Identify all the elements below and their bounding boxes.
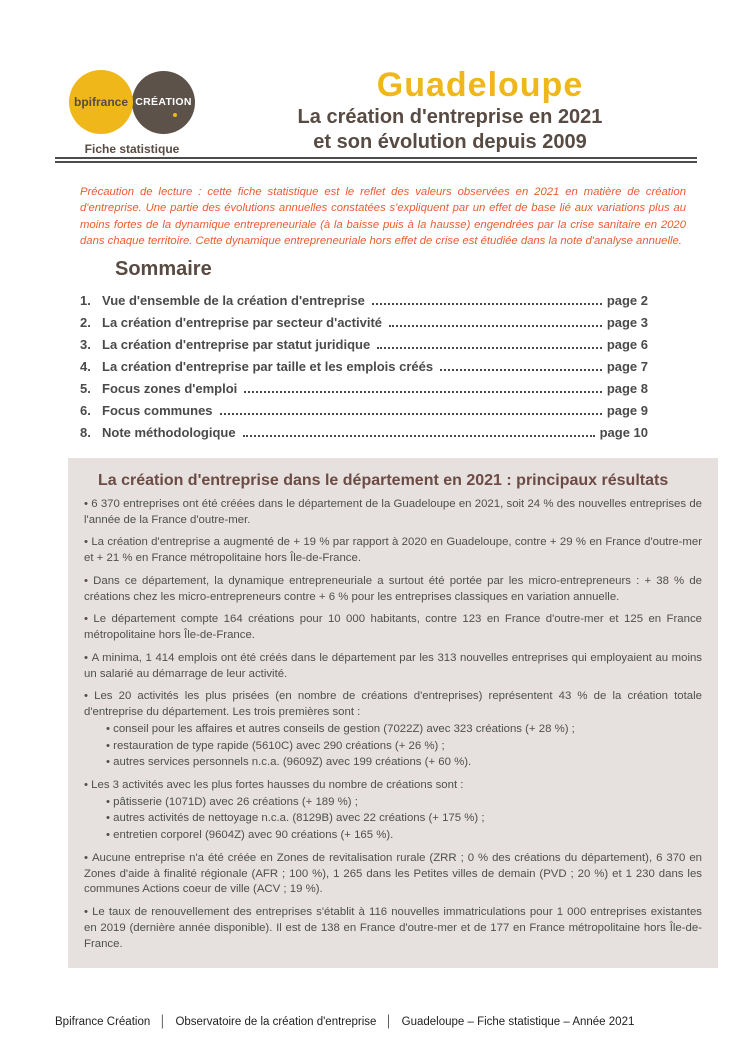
results-heading: La création d'entreprise dans le département en 2021 : principaux résultats [98,472,669,489]
toc-item [80,381,648,396]
footer-segment: Guadeloupe – Fiche statistique – Année 2021 [401,1016,635,1028]
toc-item-label: Note méthodologique [102,425,236,440]
toc-item-label: Focus communes [102,403,213,418]
toc-item [80,425,648,440]
results-bullet: • La création d'entreprise a augmenté de + 19 % par rapport à 2020 en Guadeloupe, contre + 29 % en France d'outre-mer et + 21 % en France métropolitaine hors Île-de-France. [84,535,702,566]
toc-item-page: page 2 [606,293,648,308]
toc-list [80,293,648,440]
doc-title-line1: La création d'entreprise en 2021 [297,106,603,128]
toc-item-page: page 8 [606,381,648,396]
results-box [68,458,718,968]
results-sub-bullet: • pâtisserie (1071D) avec 26 créations (+ 189 %) ; [106,795,702,811]
footer-segment: Observatoire de la création d'entreprise [175,1016,377,1028]
toc-item [80,315,648,330]
toc-item-page: page 7 [606,359,648,374]
toc-item-number: 2. [80,315,91,330]
creation-logo [132,71,195,134]
footer-separator: │ [159,1016,167,1028]
toc-item [80,293,648,308]
creation-logo-dot-icon [173,113,177,117]
toc-item-number: 8. [80,425,91,440]
toc-item-label: La création d'entreprise par statut juridique [102,337,371,352]
toc-leader-dots [377,347,602,349]
toc-item-number: 4. [80,359,91,374]
results-bullet: • Aucune entreprise n'a été créée en Zones de revitalisation rurale (ZRR ; 0 % des créations du département), 6 370 en Zones d'aide à finalité régionale (AFR ; 100 %), 1 265 dans les Petites villes de demain (PVD ; 20 %) et 1 230 dans les communes Actions coeur de ville (ACV ; 19 %). [84,851,702,898]
reading-notice: Précaution de lecture : cette fiche statistique est le reflet des valeurs observées en 2021 en matière de création d'entreprise. Une partie des évolutions annuelles constatées s'expliquent par un effet de base lié aux variations plus au moins fortes de la dynamique entrepreneuriale (à la baisse puis à la hausse) engendrées par la crise sanitaire en 2020 dans chaque territoire. Cette dynamique entrepreneuriale hors effet de crise est étudiée dans la note d'analyse annuelle. [80,186,686,248]
results-sub-bullets [106,722,702,771]
toc-item-number: 5. [80,381,91,396]
doc-title-line2: et son évolution depuis 2009 [313,131,587,153]
toc-item [80,359,648,374]
toc-item-page: page 3 [606,315,648,330]
region-title: Guadeloupe [376,66,584,104]
results-sub-bullet: • conseil pour les affaires et autres conseils de gestion (7022Z) avec 323 créations (+ 28 %) ; [106,722,702,738]
toc-leader-dots [243,435,595,437]
logo-row [64,70,200,134]
toc-item-label: Focus zones d'emploi [102,381,238,396]
toc-item-page: page 6 [606,337,648,352]
toc-item-page: page 10 [599,425,648,440]
results-bullet: • Le taux de renouvellement des entreprises s'établit à 116 nouvelles immatriculations pour 1 000 entreprises existantes en 2019 (dernière année disponible). Il est de 138 en France d'outre-mer et de 177 en France métropolitaine hors Île-de-France. [84,905,702,952]
toc-item-label: Vue d'ensemble de la création d'entreprise [102,293,365,308]
toc-item [80,403,648,418]
toc-leader-dots [372,303,602,305]
results-sub-bullet: • restauration de type rapide (5610C) avec 290 créations (+ 26 %) ; [106,739,702,755]
bpifrance-logo-text: bpifrance [73,95,128,109]
toc-item-label: La création d'entreprise par secteur d'activité [102,315,383,330]
footer-separator: │ [385,1016,393,1028]
results-sub-bullet: • autres services personnels n.c.a. (9609Z) avec 199 créations (+ 60 %). [106,755,702,771]
header-double-rule [55,157,697,163]
header-title-block [220,66,680,155]
results-bullet: • Dans ce département, la dynamique entrepreneuriale a surtout été portée par les micro-entrepreneurs : + 38 % de créations chez les micro-entrepreneurs contre + 6 % pour les entreprises classiques en variation annuelle. [84,574,702,605]
results-sub-bullet: • autres activités de nettoyage n.c.a. (8129B) avec 22 créations (+ 175 %) ; [106,811,702,827]
results-sub-bullets [106,795,702,844]
creation-logo-text: CRÉATION [135,96,192,108]
footer-segment: Bpifrance Création [55,1016,151,1028]
results-bullet: • 6 370 entreprises ont été créées dans le département de la Guadeloupe en 2021, soit 24 % des nouvelles entreprises de l'année de la France d'outre-mer. [84,497,702,528]
table-of-contents [80,258,648,447]
results-bullets [84,497,702,952]
results-bullet: • A minima, 1 414 emplois ont été créés dans le département par les 313 nouvelles entreprises qui employaient au moins un salarié au démarrage de leur activité. [84,651,702,682]
toc-leader-dots [244,391,602,393]
results-bullet: • Le département compte 164 créations pour 10 000 habitants, contre 123 en France d'outre-mer et 125 en France métropolitaine hors Île-de-France. [84,612,702,643]
toc-item-number: 1. [80,293,91,308]
toc-leader-dots [440,369,602,371]
toc-item-label: La création d'entreprise par taille et les emplois créés [102,359,434,374]
toc-heading: Sommaire [115,258,212,280]
logo-caption: Fiche statistique [84,142,180,156]
results-bullet: • Les 20 activités les plus prisées (en nombre de créations d'entreprises) représentent 43 % de la création totale d'entreprise du département. Les trois premières sont : [84,689,702,720]
toc-leader-dots [389,325,602,327]
toc-item [80,337,648,352]
results-bullet: • Les 3 activités avec les plus fortes hausses du nombre de créations sont : [84,778,702,794]
page-footer [55,1016,634,1028]
results-sub-bullet: • entretien corporel (9604Z) avec 90 créations (+ 165 %). [106,828,702,844]
toc-item-number: 3. [80,337,91,352]
bpifrance-logo [69,70,133,134]
toc-item-page: page 9 [606,403,648,418]
toc-leader-dots [220,413,602,415]
toc-item-number: 6. [80,403,91,418]
header-logos [64,70,200,156]
